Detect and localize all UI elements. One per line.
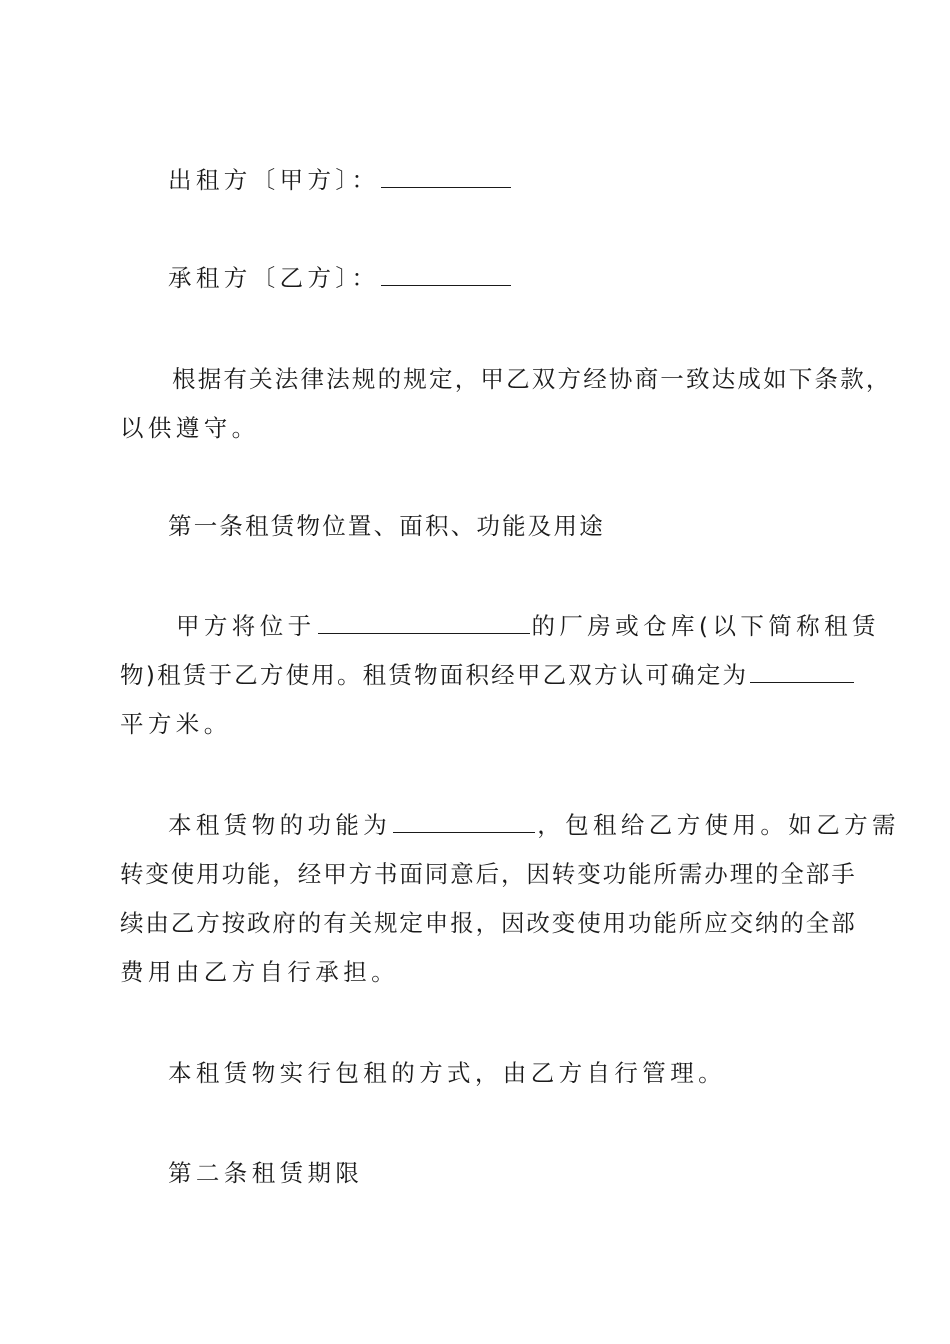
lessee-line (168, 263, 513, 293)
p1-area-text: 物)租赁于乙方使用。租赁物面积经甲乙双方认可确定为 (120, 661, 749, 689)
p2-line-4: 费用由乙方自行承担。 (120, 958, 399, 986)
p1-line-3: 平方米。 (120, 710, 232, 738)
p3-line-1: 本租赁物实行包租的方式，由乙方自行管理。 (168, 1059, 726, 1087)
lessor-line (168, 165, 513, 195)
lessor-label: 出租方〔甲方〕： (168, 166, 380, 194)
function-blank (393, 810, 535, 833)
p2-line-1-rest: ，包租给乙方使用。如乙方需 (537, 811, 900, 839)
article-2-title: 第二条租赁期限 (168, 1159, 364, 1187)
area-blank (750, 660, 854, 683)
p2-line-2: 转变使用功能，经甲方书面同意后，因转变功能所需办理的全部手 (120, 860, 857, 888)
p2-line-3: 续由乙方按政府的有关规定申报，因改变使用功能所应交纳的全部 (120, 909, 857, 937)
p1-line-2 (120, 660, 856, 690)
p2-line-1 (168, 810, 900, 840)
lessee-label: 承租方〔乙方〕： (168, 264, 380, 292)
intro-line-1: 根据有关法律法规的规定，甲乙双方经协商一致达成如下条款， (172, 365, 892, 393)
lessee-blank (381, 263, 511, 286)
lessor-blank (381, 165, 511, 188)
location-blank (318, 611, 530, 634)
intro-line-2: 以供遵守。 (120, 414, 260, 442)
p1-line-1-rest: 的厂房或仓库(以下简称租赁 (531, 612, 880, 640)
p1-location-label: 甲方将位于 (176, 612, 316, 640)
article-1-title: 第一条租赁物位置、面积、功能及用途 (168, 512, 605, 540)
p1-line-1 (176, 611, 880, 641)
p2-function-label: 本租赁物的功能为 (168, 811, 392, 839)
